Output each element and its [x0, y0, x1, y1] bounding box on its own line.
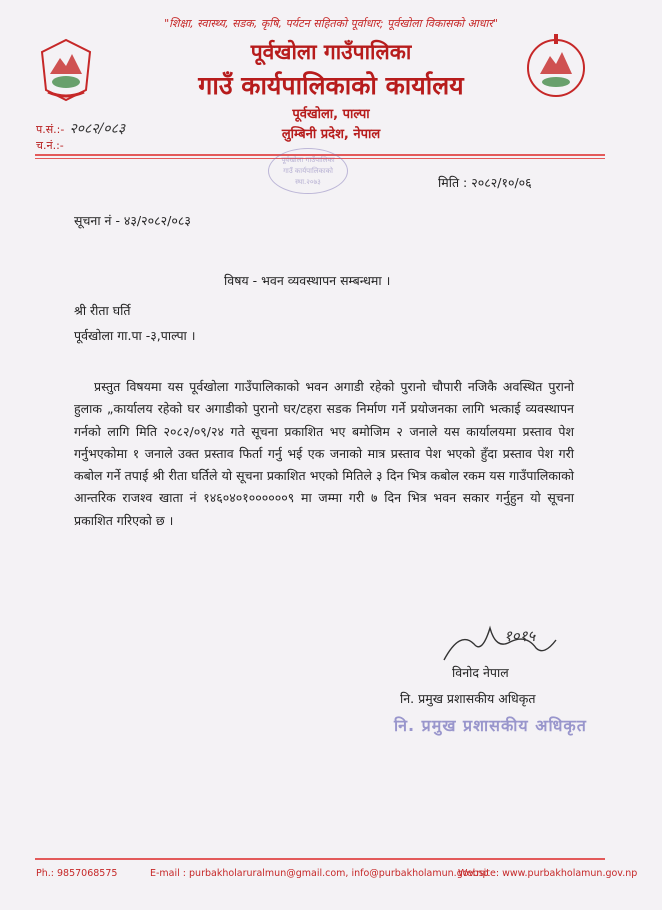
signatory-name: विनोद नेपाल	[452, 665, 509, 680]
letter-subject: विषय - भवन व्यवस्थापन सम्बन्धमा ।	[224, 273, 391, 288]
dispatch-label: च.नं.:-	[36, 139, 64, 152]
footer-email[interactable]: E-mail : purbakholaruralmun@gmail.com, info@purbakholamun.gov.np	[150, 868, 489, 879]
stamp-line: पूर्वखोला गाउँपालिका	[281, 156, 335, 164]
reference-number: २०८२/०८३	[69, 121, 126, 137]
footer-divider	[35, 858, 605, 860]
stamp-line: गाउँ कार्यपालिकाको	[283, 167, 333, 175]
office-name: गाउँ कार्यपालिकाको कार्यालय	[198, 71, 464, 100]
address-line-2: लुम्बिनी प्रदेश, नेपाल	[281, 127, 381, 142]
letter-body: प्रस्तुत विषयमा यस पूर्वखोला गाउँपालिकाको भवन अगाडी रहेको पुरानो चौपारी नजिकै अवस्थित पुरानो हुलाक „कार्यालय रहेको घर अगाडीको पुरानो घर/टहरा सडक निर्माण गर्ने प्रयोजनका लागि भत्काई व्यवस्थापन गर्नको लागि मिति २०८२/०९/२४ गते सूचना प्रकाशित भए बमोजिम २ जनाले यस कार्यालयमा प्रस्ताव पेश गर्नुभएकोमा १ जनाले उक्त प्रस्ताव फिर्ता गर्नु भई एक जनाको मात्र प्रस्ताव पेश भएको हुँदा प्रस्ताव पेश गरी कबोल गर्ने तपाई श्री रीता घर्तिले यो सूचना प्रकाशित भएको मितिले ३ दिन भित्र कबोल रकम यस गाउँपालिकाको आन्तरिक राजश्व खाता नं १४६०४०१००००००९ मा जम्मा गरी ७ दिन भित्र भवन सकार गर्नुहुन यो सूचना प्रकाशित गरिएको छ ।	[74, 379, 574, 528]
signature-handwriting: १०१५	[504, 627, 536, 645]
reference-label: प.सं.:-	[36, 123, 65, 136]
reference-row	[36, 118, 125, 138]
footer-website[interactable]: Website: www.purbakholamun.gov.np	[458, 868, 638, 879]
signatory-designation: नि. प्रमुख प्रशासकीय अधिकृत	[400, 691, 536, 706]
recipient-address: पूर्वखोला गा.पा -३,पाल्पा ।	[74, 328, 196, 343]
letter-date: मिति : २०८२/१०/०६	[438, 175, 532, 190]
stamp-line: स्था.२०७३	[295, 178, 321, 186]
received-stamp	[268, 148, 348, 194]
recipient-name: श्री रीता घर्ति	[74, 303, 131, 318]
municipality-name: पूर्वखोला गाउँपालिका	[250, 40, 412, 64]
signature-scribble-icon	[440, 620, 560, 666]
footer-phone: Ph.: 9857068575	[36, 868, 118, 879]
designation-stamp: नि. प्रमुख प्रशासकीय अधिकृत	[394, 716, 587, 735]
notice-number: सूचना नं - ४३/२०८२/०८३	[74, 213, 191, 228]
address-line-1: पूर्वखोला, पाल्पा	[292, 107, 370, 122]
header-slogan: "शिक्षा, स्वास्थ्य, सडक, कृषि, पर्यटन सहितको पूर्वाधार; पूर्वखोला विकासको आधार"	[164, 17, 498, 30]
